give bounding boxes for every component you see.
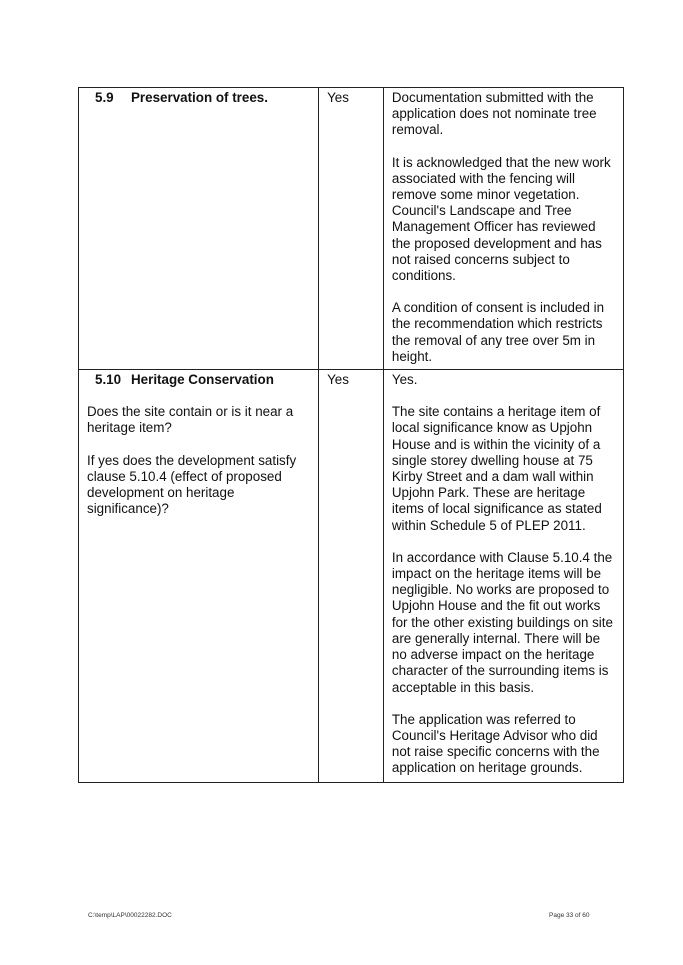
- footer-page-number: Page 33 of 60: [549, 912, 590, 919]
- criteria-cell: [79, 88, 319, 370]
- comment-paragraph: Documentation submitted with the application does not nominate tree removal.: [391, 90, 597, 138]
- question-text: If yes does the development satisfy clause 5.10.4 (effect of proposed development on heritage significance)?: [87, 452, 297, 517]
- comments-cell: [383, 88, 623, 370]
- section-heading: [87, 90, 310, 106]
- comment-paragraph: It is acknowledged that the new work associated with the fencing will remove some minor vegetation. Council's Landscape and Tree Management Officer has reviewed the proposed development and has not raised concerns subject to conditions.: [391, 154, 611, 284]
- comment-paragraph: A condition of consent is included in the recommendation which restricts the removal of any tree over 5m in height.: [391, 300, 605, 364]
- compliance-value: Yes: [327, 372, 349, 388]
- table-row: [79, 370, 624, 783]
- section-number: 5.9: [95, 90, 114, 105]
- compliance-cell: [319, 88, 384, 370]
- comment-paragraph: In accordance with Clause 5.10.4 the impact on the heritage items will be negligible. No works are proposed to Upjohn House and the fit out works for the other existing buildings on site are generally internal. There will be no adverse impact on the heritage character of the surrounding items is acceptable in this basis.: [391, 549, 613, 695]
- comment-paragraph: Yes.: [391, 372, 418, 388]
- section-heading: [87, 372, 310, 388]
- section-title: Heritage Conservation: [131, 372, 274, 388]
- criteria-cell: [79, 370, 319, 783]
- compliance-cell: [319, 370, 384, 783]
- footer-file-path: C:\temp\LAP\00022282.DOC: [88, 912, 172, 919]
- compliance-value: Yes: [327, 90, 349, 105]
- assessment-table: [78, 87, 624, 783]
- section-title: Preservation of trees.: [131, 90, 268, 105]
- comment-paragraph: The site contains a heritage item of local significance know as Upjohn House and is within the vicinity of a single storey dwelling house at 75 Kirby Street and a dam wall within Upjohn Park. These are heritage items of local significance as stated within Schedule 5 of PLEP 2011.: [391, 404, 602, 533]
- question-text: Does the site contain or is it near a heritage item?: [87, 404, 294, 436]
- comment-paragraph: The application was referred to Council's Heritage Advisor who did not raise specific concerns with the application on heritage grounds.: [391, 711, 600, 776]
- table-row: [79, 88, 624, 370]
- section-number: 5.10: [95, 372, 122, 388]
- comments-cell: [383, 370, 623, 783]
